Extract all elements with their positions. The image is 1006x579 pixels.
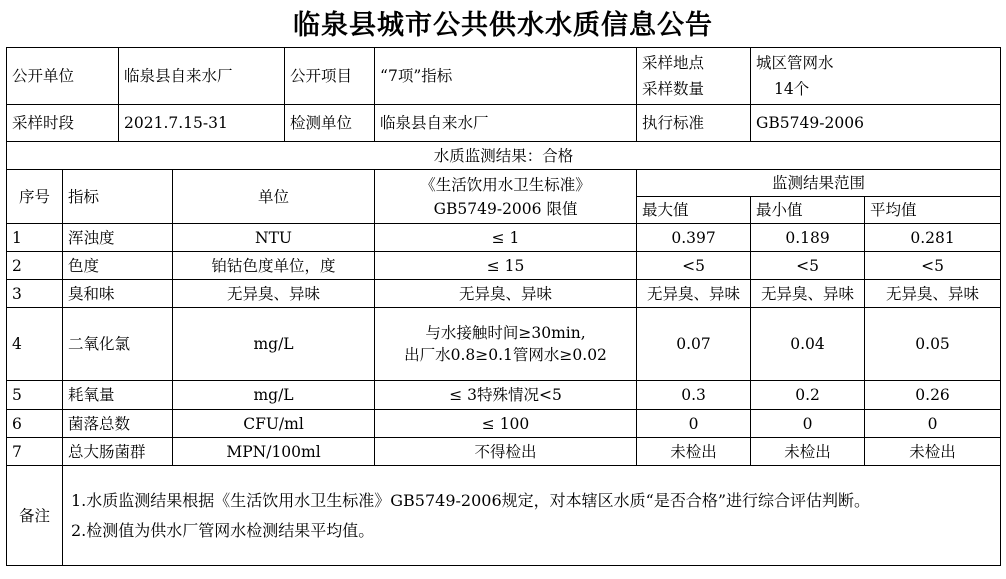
row-index: 1: [7, 224, 63, 252]
row-limit: ≤ 100: [375, 410, 637, 438]
sample-count-label: 采样数量: [642, 80, 705, 98]
info-row-1: [7, 48, 1001, 105]
header-limit-line2: GB5749-2006 限值: [433, 199, 578, 218]
row-indicator: 菌落总数: [63, 410, 173, 438]
header-index: 序号: [7, 170, 63, 224]
row-max: 0.397: [637, 224, 751, 252]
row-avg: 0.281: [865, 224, 1001, 252]
row-unit: MPN/100ml: [173, 438, 375, 466]
row-indicator: 耗氧量: [63, 381, 173, 410]
row-max: 0.07: [637, 308, 751, 381]
row-index: 2: [7, 252, 63, 280]
row-limit-line2: 出厂水0.8≥0.1管网水≥0.02: [404, 346, 607, 364]
table-row: [7, 438, 1001, 466]
header-row-1: [7, 170, 1001, 197]
sample-count-value: 14个: [774, 80, 810, 98]
publish-unit-value: 临泉县自来水厂: [119, 48, 285, 105]
row-index: 4: [7, 308, 63, 381]
row-unit: 无异臭、异味: [173, 280, 375, 308]
header-limit: [375, 170, 637, 224]
sample-labels-cell: [637, 48, 751, 105]
info-row-2: [7, 105, 1001, 142]
row-max: 0.3: [637, 381, 751, 410]
row-min: 0.2: [751, 381, 865, 410]
row-min: 未检出: [751, 438, 865, 466]
notes-content: [63, 466, 1001, 566]
header-max: 最大值: [637, 197, 751, 224]
row-unit: CFU/ml: [173, 410, 375, 438]
row-min: <5: [751, 252, 865, 280]
header-range: 监测结果范围: [637, 170, 1001, 197]
row-avg: <5: [865, 252, 1001, 280]
header-limit-line1: 《生活饮用水卫生标准》: [420, 175, 591, 194]
row-index: 5: [7, 381, 63, 410]
table-row: [7, 308, 1001, 381]
row-indicator: 二氧化氯: [63, 308, 173, 381]
test-unit-label: 检测单位: [285, 105, 375, 142]
test-unit-value: 临泉县自来水厂: [375, 105, 637, 142]
result-banner: 水质监测结果：合格: [7, 142, 1001, 170]
table-row: [7, 381, 1001, 410]
row-unit: NTU: [173, 224, 375, 252]
sample-location-label: 采样地点: [642, 54, 705, 72]
row-limit: ≤ 1: [375, 224, 637, 252]
note-line-1: 1.水质监测结果根据《生活饮用水卫生标准》GB5749-2006规定，对本辖区水质“是否合格”进行综合评估判断。: [71, 490, 871, 510]
row-limit-line1: 与水接触时间≥30min,: [425, 324, 586, 342]
sample-period-value: 2021.7.15-31: [119, 105, 285, 142]
row-indicator: 浑浊度: [63, 224, 173, 252]
row-limit: [375, 308, 637, 381]
row-avg: 未检出: [865, 438, 1001, 466]
row-unit: mg/L: [173, 308, 375, 381]
row-avg: 0.26: [865, 381, 1001, 410]
row-indicator: 色度: [63, 252, 173, 280]
page-title: 临泉县城市公共供水水质信息公告: [293, 10, 713, 41]
row-indicator: 总大肠菌群: [63, 438, 173, 466]
row-max: 未检出: [637, 438, 751, 466]
table-row: [7, 252, 1001, 280]
row-avg: 0.05: [865, 308, 1001, 381]
result-banner-row: [7, 142, 1001, 170]
table-row: [7, 410, 1001, 438]
table-row: [7, 280, 1001, 308]
row-min: 0: [751, 410, 865, 438]
row-index: 7: [7, 438, 63, 466]
row-min: 无异臭、异味: [751, 280, 865, 308]
header-unit: 单位: [173, 170, 375, 224]
publish-item-label: 公开项目: [285, 48, 375, 105]
row-limit: ≤ 3特殊情况<5: [375, 381, 637, 410]
table-row: [7, 224, 1001, 252]
note-line-2: 2.检测值为供水厂管网水检测结果平均值。: [71, 520, 375, 540]
row-min: 0.189: [751, 224, 865, 252]
row-max: 0: [637, 410, 751, 438]
row-avg: 0: [865, 410, 1001, 438]
row-max: <5: [637, 252, 751, 280]
header-avg: 平均值: [865, 197, 1001, 224]
notes-label: 备注: [7, 466, 63, 566]
row-avg: 无异臭、异味: [865, 280, 1001, 308]
water-quality-table: [6, 47, 1001, 566]
row-unit: 铂钴色度单位，度: [173, 252, 375, 280]
publish-unit-label: 公开单位: [7, 48, 119, 105]
row-limit: ≤ 15: [375, 252, 637, 280]
standard-label: 执行标准: [637, 105, 751, 142]
row-limit: 无异臭、异味: [375, 280, 637, 308]
row-indicator: 臭和味: [63, 280, 173, 308]
row-index: 3: [7, 280, 63, 308]
header-min: 最小值: [751, 197, 865, 224]
standard-value: GB5749-2006: [751, 105, 1001, 142]
publish-item-value: “7项”指标: [375, 48, 637, 105]
row-max: 无异臭、异味: [637, 280, 751, 308]
notes-row: [7, 466, 1001, 566]
sample-values-cell: [751, 48, 1001, 105]
sample-period-label: 采样时段: [7, 105, 119, 142]
row-limit: 不得检出: [375, 438, 637, 466]
row-min: 0.04: [751, 308, 865, 381]
sample-location-value: 城区管网水: [756, 54, 834, 72]
row-unit: mg/L: [173, 381, 375, 410]
header-indicator: 指标: [63, 170, 173, 224]
row-index: 6: [7, 410, 63, 438]
